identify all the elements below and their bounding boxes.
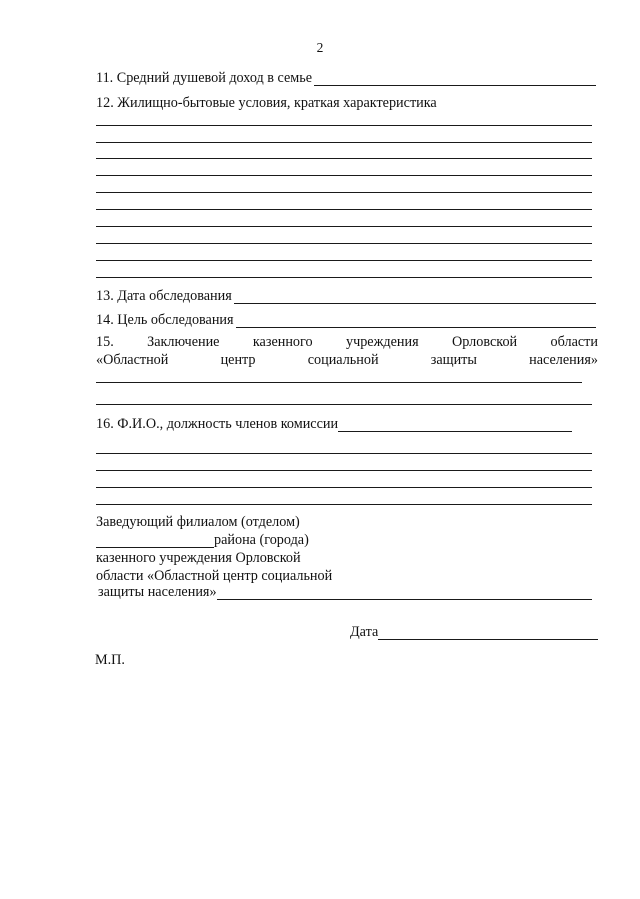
date-label: Дата <box>350 624 379 640</box>
signature-title-line5: защиты населения» <box>98 584 217 600</box>
average-income-row <box>96 68 596 86</box>
living-conditions-line[interactable] <box>96 277 592 278</box>
living-conditions-line[interactable] <box>96 260 592 261</box>
date-row <box>350 622 598 640</box>
conclusion-word: области <box>550 334 598 350</box>
living-conditions-line[interactable] <box>96 192 592 193</box>
living-conditions-line[interactable] <box>96 243 592 244</box>
commission-line[interactable] <box>96 487 592 488</box>
commission-line[interactable] <box>96 504 592 505</box>
conclusion-word: защиты <box>430 352 477 368</box>
district-name-field[interactable] <box>96 534 214 548</box>
survey-purpose-row <box>96 310 596 328</box>
commission-label: 16. Ф.И.О., должность членов комиссии <box>96 416 339 432</box>
signature-title-line3: казенного учреждения Орловской <box>96 550 301 566</box>
living-conditions-line[interactable] <box>96 175 592 176</box>
living-conditions-line[interactable] <box>96 209 592 210</box>
living-conditions-label: 12. Жилищно-бытовые условия, краткая характеристика <box>96 95 437 111</box>
average-income-field[interactable] <box>314 71 596 86</box>
conclusion-word: социальной <box>307 352 379 368</box>
signature-row <box>98 582 592 600</box>
survey-date-row <box>96 286 596 304</box>
conclusion-word: учреждения <box>345 334 419 350</box>
district-suffix: района (города) <box>214 532 309 548</box>
signature-title-line1: Заведующий филиалом (отделом) <box>96 514 300 530</box>
survey-purpose-field[interactable] <box>236 313 596 328</box>
stamp-label: М.П. <box>95 652 125 668</box>
living-conditions-line[interactable] <box>96 158 592 159</box>
conclusion-line[interactable] <box>96 382 582 383</box>
survey-date-field[interactable] <box>234 289 596 304</box>
living-conditions-line[interactable] <box>96 142 592 143</box>
average-income-label: 11. Средний душевой доход в семье <box>96 70 313 86</box>
page-number: 2 <box>316 40 324 55</box>
conclusion-word: центр <box>220 352 256 368</box>
conclusion-heading-line1 <box>96 334 598 350</box>
signature-title-line4: области «Областной центр социальной <box>96 568 333 584</box>
living-conditions-line[interactable] <box>96 226 592 227</box>
conclusion-heading-line2 <box>96 352 598 368</box>
conclusion-word: казенного <box>252 334 313 350</box>
commission-field[interactable] <box>338 417 572 432</box>
survey-date-label: 13. Дата обследования <box>96 288 232 304</box>
conclusion-line[interactable] <box>96 404 592 405</box>
commission-line[interactable] <box>96 453 592 454</box>
signature-title-line2 <box>96 532 309 548</box>
conclusion-word: 15. <box>96 334 114 350</box>
conclusion-word: Заключение <box>147 334 220 350</box>
commission-line[interactable] <box>96 470 592 471</box>
signature-field[interactable] <box>217 585 592 600</box>
conclusion-word: Орловской <box>452 334 518 350</box>
commission-row <box>96 414 572 432</box>
conclusion-word: «Областной <box>96 352 169 368</box>
survey-purpose-label: 14. Цель обследования <box>96 312 234 328</box>
living-conditions-line[interactable] <box>96 125 592 126</box>
conclusion-word: населения» <box>529 352 598 368</box>
date-field[interactable] <box>378 625 598 640</box>
